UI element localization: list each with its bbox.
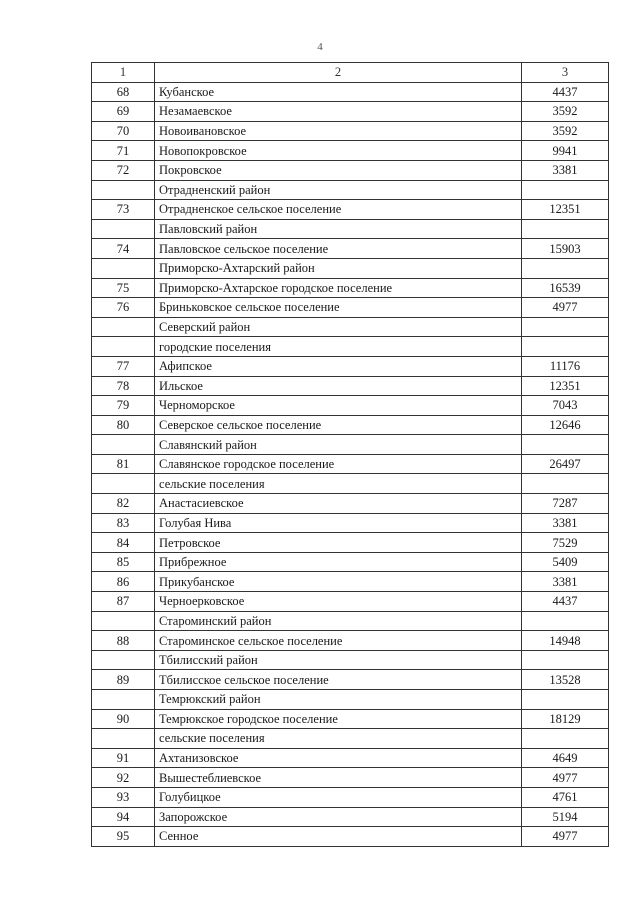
row-name: Приморско-Ахтарский район xyxy=(155,258,522,278)
row-name: Темрюкское городское поселение xyxy=(155,709,522,729)
table-row xyxy=(92,356,609,376)
section-heading-row xyxy=(92,337,609,357)
row-name: Анастасиевское xyxy=(155,494,522,514)
row-value xyxy=(522,219,609,239)
row-number: 82 xyxy=(92,494,155,514)
row-number xyxy=(92,337,155,357)
row-number: 95 xyxy=(92,827,155,847)
row-number: 92 xyxy=(92,768,155,788)
row-number: 89 xyxy=(92,670,155,690)
row-value xyxy=(522,435,609,455)
row-name: Новоивановское xyxy=(155,121,522,141)
page-number: 4 xyxy=(317,41,323,53)
row-number: 93 xyxy=(92,787,155,807)
table-row xyxy=(92,454,609,474)
row-value: 3592 xyxy=(522,121,609,141)
row-name: Кубанское xyxy=(155,82,522,102)
row-number: 71 xyxy=(92,141,155,161)
row-name: Петровское xyxy=(155,533,522,553)
row-value: 4761 xyxy=(522,787,609,807)
header-col-2: 2 xyxy=(155,63,522,83)
row-name: Отрадненский район xyxy=(155,180,522,200)
row-number: 86 xyxy=(92,572,155,592)
row-number: 87 xyxy=(92,592,155,612)
row-number: 73 xyxy=(92,200,155,220)
section-heading-row xyxy=(92,317,609,337)
table-row xyxy=(92,670,609,690)
row-number: 91 xyxy=(92,748,155,768)
row-value xyxy=(522,180,609,200)
row-number: 72 xyxy=(92,160,155,180)
row-name: городские поселения xyxy=(155,337,522,357)
section-heading-row xyxy=(92,690,609,710)
table-row xyxy=(92,552,609,572)
row-name: Черноморское xyxy=(155,396,522,416)
row-value: 15903 xyxy=(522,239,609,259)
section-heading-row xyxy=(92,435,609,455)
table-row xyxy=(92,376,609,396)
row-value: 4437 xyxy=(522,82,609,102)
row-value xyxy=(522,337,609,357)
table-header-row xyxy=(92,63,609,83)
row-name: Темрюкский район xyxy=(155,690,522,710)
table-row xyxy=(92,102,609,122)
row-value xyxy=(522,729,609,749)
row-value: 12351 xyxy=(522,376,609,396)
row-value: 4977 xyxy=(522,827,609,847)
row-value: 3381 xyxy=(522,513,609,533)
row-value xyxy=(522,690,609,710)
row-value: 5409 xyxy=(522,552,609,572)
row-number xyxy=(92,219,155,239)
row-value: 4977 xyxy=(522,298,609,318)
row-value: 18129 xyxy=(522,709,609,729)
row-name: Бриньковское сельское поселение xyxy=(155,298,522,318)
row-number: 69 xyxy=(92,102,155,122)
row-value xyxy=(522,611,609,631)
table-row xyxy=(92,82,609,102)
row-value: 16539 xyxy=(522,278,609,298)
row-value: 3592 xyxy=(522,102,609,122)
row-name: Незамаевское xyxy=(155,102,522,122)
table-row xyxy=(92,827,609,847)
row-number xyxy=(92,474,155,494)
row-name: Ильское xyxy=(155,376,522,396)
row-value: 13528 xyxy=(522,670,609,690)
table-row xyxy=(92,592,609,612)
row-number xyxy=(92,690,155,710)
table-row xyxy=(92,121,609,141)
row-number: 74 xyxy=(92,239,155,259)
row-number: 75 xyxy=(92,278,155,298)
row-name: сельские поселения xyxy=(155,729,522,749)
row-number: 85 xyxy=(92,552,155,572)
row-value: 7287 xyxy=(522,494,609,514)
table-row xyxy=(92,748,609,768)
row-value xyxy=(522,317,609,337)
row-value: 14948 xyxy=(522,631,609,651)
row-value: 4437 xyxy=(522,592,609,612)
row-value: 11176 xyxy=(522,356,609,376)
row-name: Прибрежное xyxy=(155,552,522,572)
row-number xyxy=(92,611,155,631)
table-row xyxy=(92,807,609,827)
row-value: 3381 xyxy=(522,160,609,180)
row-name: Черноерковское xyxy=(155,592,522,612)
row-number: 78 xyxy=(92,376,155,396)
settlements-table xyxy=(91,62,609,847)
row-value xyxy=(522,650,609,670)
row-name: Староминский район xyxy=(155,611,522,631)
table-row xyxy=(92,298,609,318)
row-name: Прикубанское xyxy=(155,572,522,592)
table-row xyxy=(92,200,609,220)
row-name: Павловский район xyxy=(155,219,522,239)
table-row xyxy=(92,494,609,514)
row-number: 70 xyxy=(92,121,155,141)
header-col-1: 1 xyxy=(92,63,155,83)
row-name: Новопокровское xyxy=(155,141,522,161)
table-row xyxy=(92,415,609,435)
row-value: 7529 xyxy=(522,533,609,553)
section-heading-row xyxy=(92,474,609,494)
header-col-3: 3 xyxy=(522,63,609,83)
row-name: Вышестеблиевское xyxy=(155,768,522,788)
table-row xyxy=(92,239,609,259)
table-row xyxy=(92,572,609,592)
row-name: Тбилисский район xyxy=(155,650,522,670)
table-row xyxy=(92,513,609,533)
row-name: Славянское городское поселение xyxy=(155,454,522,474)
row-name: Покровское xyxy=(155,160,522,180)
row-value: 9941 xyxy=(522,141,609,161)
row-value: 26497 xyxy=(522,454,609,474)
row-name: Северский район xyxy=(155,317,522,337)
section-heading-row xyxy=(92,729,609,749)
row-value xyxy=(522,474,609,494)
row-value xyxy=(522,258,609,278)
section-heading-row xyxy=(92,611,609,631)
row-number: 84 xyxy=(92,533,155,553)
table-row xyxy=(92,396,609,416)
row-name: Сенное xyxy=(155,827,522,847)
row-name: Тбилисское сельское поселение xyxy=(155,670,522,690)
row-name: сельские поселения xyxy=(155,474,522,494)
row-number: 88 xyxy=(92,631,155,651)
row-name: Афипское xyxy=(155,356,522,376)
row-number: 68 xyxy=(92,82,155,102)
table-row xyxy=(92,160,609,180)
row-number xyxy=(92,650,155,670)
row-number xyxy=(92,317,155,337)
row-number xyxy=(92,729,155,749)
row-number: 81 xyxy=(92,454,155,474)
row-value: 4977 xyxy=(522,768,609,788)
row-number: 80 xyxy=(92,415,155,435)
table-row xyxy=(92,768,609,788)
row-name: Отрадненское сельское поселение xyxy=(155,200,522,220)
row-value: 4649 xyxy=(522,748,609,768)
row-value: 7043 xyxy=(522,396,609,416)
row-number: 76 xyxy=(92,298,155,318)
row-value: 12646 xyxy=(522,415,609,435)
row-value: 12351 xyxy=(522,200,609,220)
table-row xyxy=(92,141,609,161)
section-heading-row xyxy=(92,219,609,239)
section-heading-row xyxy=(92,180,609,200)
row-name: Павловское сельское поселение xyxy=(155,239,522,259)
row-name: Запорожское xyxy=(155,807,522,827)
row-name: Северское сельское поселение xyxy=(155,415,522,435)
row-number xyxy=(92,435,155,455)
row-number: 94 xyxy=(92,807,155,827)
row-name: Голубая Нива xyxy=(155,513,522,533)
row-value: 5194 xyxy=(522,807,609,827)
row-number: 83 xyxy=(92,513,155,533)
row-name: Голубицкое xyxy=(155,787,522,807)
table-row xyxy=(92,631,609,651)
table-row xyxy=(92,787,609,807)
section-heading-row xyxy=(92,650,609,670)
table-row xyxy=(92,533,609,553)
row-number xyxy=(92,180,155,200)
row-name: Приморско-Ахтарское городское поселение xyxy=(155,278,522,298)
table-row xyxy=(92,709,609,729)
row-value: 3381 xyxy=(522,572,609,592)
row-name: Староминское сельское поселение xyxy=(155,631,522,651)
row-name: Ахтанизовское xyxy=(155,748,522,768)
row-number: 77 xyxy=(92,356,155,376)
row-name: Славянский район xyxy=(155,435,522,455)
table-row xyxy=(92,278,609,298)
row-number xyxy=(92,258,155,278)
row-number: 90 xyxy=(92,709,155,729)
row-number: 79 xyxy=(92,396,155,416)
section-heading-row xyxy=(92,258,609,278)
